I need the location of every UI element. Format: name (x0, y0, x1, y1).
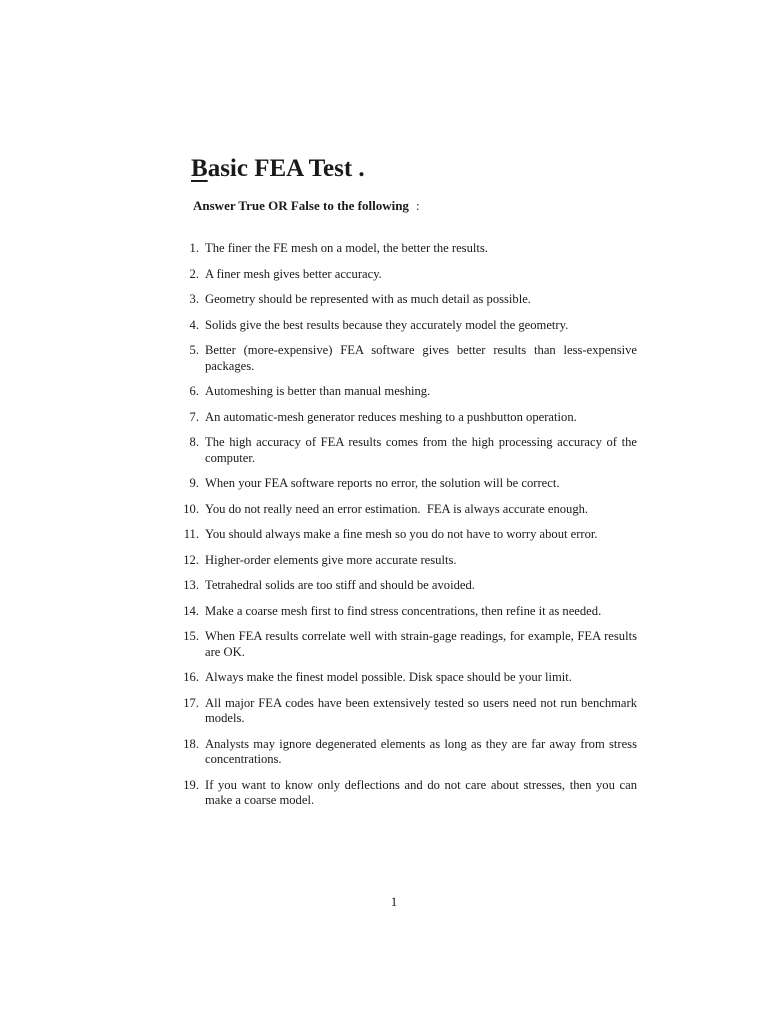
instruction-colon: : (415, 198, 420, 213)
instruction-text: Answer True OR False to the following (193, 198, 409, 213)
instruction-line (193, 198, 420, 214)
question-text: Better (more-expensive) FEA software gives better results than less-expensive packages. (205, 343, 637, 373)
question-item (0, 410, 637, 426)
question-item (0, 318, 637, 334)
question-text: If you want to know only deflections and do not care about stresses, then you can make a coarse model. (205, 777, 637, 807)
question-number: 19. (183, 777, 199, 792)
title-rest: asic FEA Test . (207, 155, 365, 182)
question-item (0, 267, 637, 283)
question-item (0, 696, 637, 727)
question-item (0, 778, 637, 809)
question-number: 9. (189, 476, 199, 490)
page-title (191, 152, 365, 186)
question-item (0, 384, 637, 400)
question-item (0, 502, 637, 518)
question-text: Analysts may ignore degenerated elements as long as they are far away from stress concentrations. (205, 736, 637, 766)
question-text: You should always make a fine mesh so you do not have to worry about error. (205, 527, 598, 541)
question-number: 15. (183, 629, 199, 643)
question-item (0, 435, 637, 466)
question-list (0, 241, 768, 819)
question-number: 11. (183, 527, 199, 541)
question-item (0, 343, 637, 374)
question-number: 5. (189, 343, 199, 357)
question-item (0, 553, 637, 569)
question-text: When FEA results correlate well with strain-gage readings, for example, FEA results are OK. (205, 629, 637, 659)
question-text: You do not really need an error estimation. FEA is always accurate enough. (205, 501, 589, 516)
question-number: 1. (189, 241, 199, 255)
question-item (0, 578, 637, 594)
question-text: Always make the finest model possible. Disk space should be your limit. (205, 670, 572, 684)
question-text: Geometry should be represented with as much detail as possible. (205, 292, 531, 306)
question-text: The high accuracy of FEA results comes from the high processing accuracy of the computer. (205, 435, 637, 465)
question-text: When your FEA software reports no error, the solution will be correct. (205, 476, 560, 490)
question-number: 10. (183, 501, 199, 516)
question-number: 3. (189, 292, 199, 306)
question-text: Solids give the best results because they accurately model the geometry. (205, 317, 569, 332)
question-number: 14. (183, 603, 199, 618)
title-first-letter: B (191, 155, 208, 182)
question-number: 17. (183, 695, 199, 710)
question-item (0, 629, 637, 660)
page-number: 1 (390, 894, 398, 909)
question-item (0, 527, 637, 543)
question-number: 8. (189, 435, 199, 449)
question-text: An automatic-mesh generator reduces meshing to a pushbutton operation. (205, 409, 577, 424)
question-item (0, 292, 637, 308)
question-text: The finer the FE mesh on a model, the better the results. (205, 241, 488, 255)
question-item (0, 241, 637, 257)
question-text: Tetrahedral solids are too stiff and should be avoided. (205, 578, 475, 592)
question-text: Higher-order elements give more accurate results. (205, 552, 457, 567)
question-number: 4. (189, 317, 199, 332)
question-number: 16. (183, 670, 199, 684)
question-item (0, 737, 637, 768)
question-number: 12. (183, 552, 199, 567)
question-number: 13. (183, 578, 199, 592)
question-item (0, 604, 637, 620)
question-number: 2. (189, 266, 199, 281)
question-number: 6. (189, 384, 199, 398)
question-item (0, 476, 637, 492)
question-text: Automeshing is better than manual meshing. (205, 384, 431, 398)
question-number: 18. (183, 736, 199, 751)
question-text: All major FEA codes have been extensively tested so users need not run benchmark models. (205, 695, 637, 725)
question-text: Make a coarse mesh first to find stress concentrations, then refine it as needed. (205, 603, 602, 618)
question-number: 7. (189, 409, 199, 424)
question-text: A finer mesh gives better accuracy. (205, 266, 382, 281)
question-item (0, 670, 637, 686)
